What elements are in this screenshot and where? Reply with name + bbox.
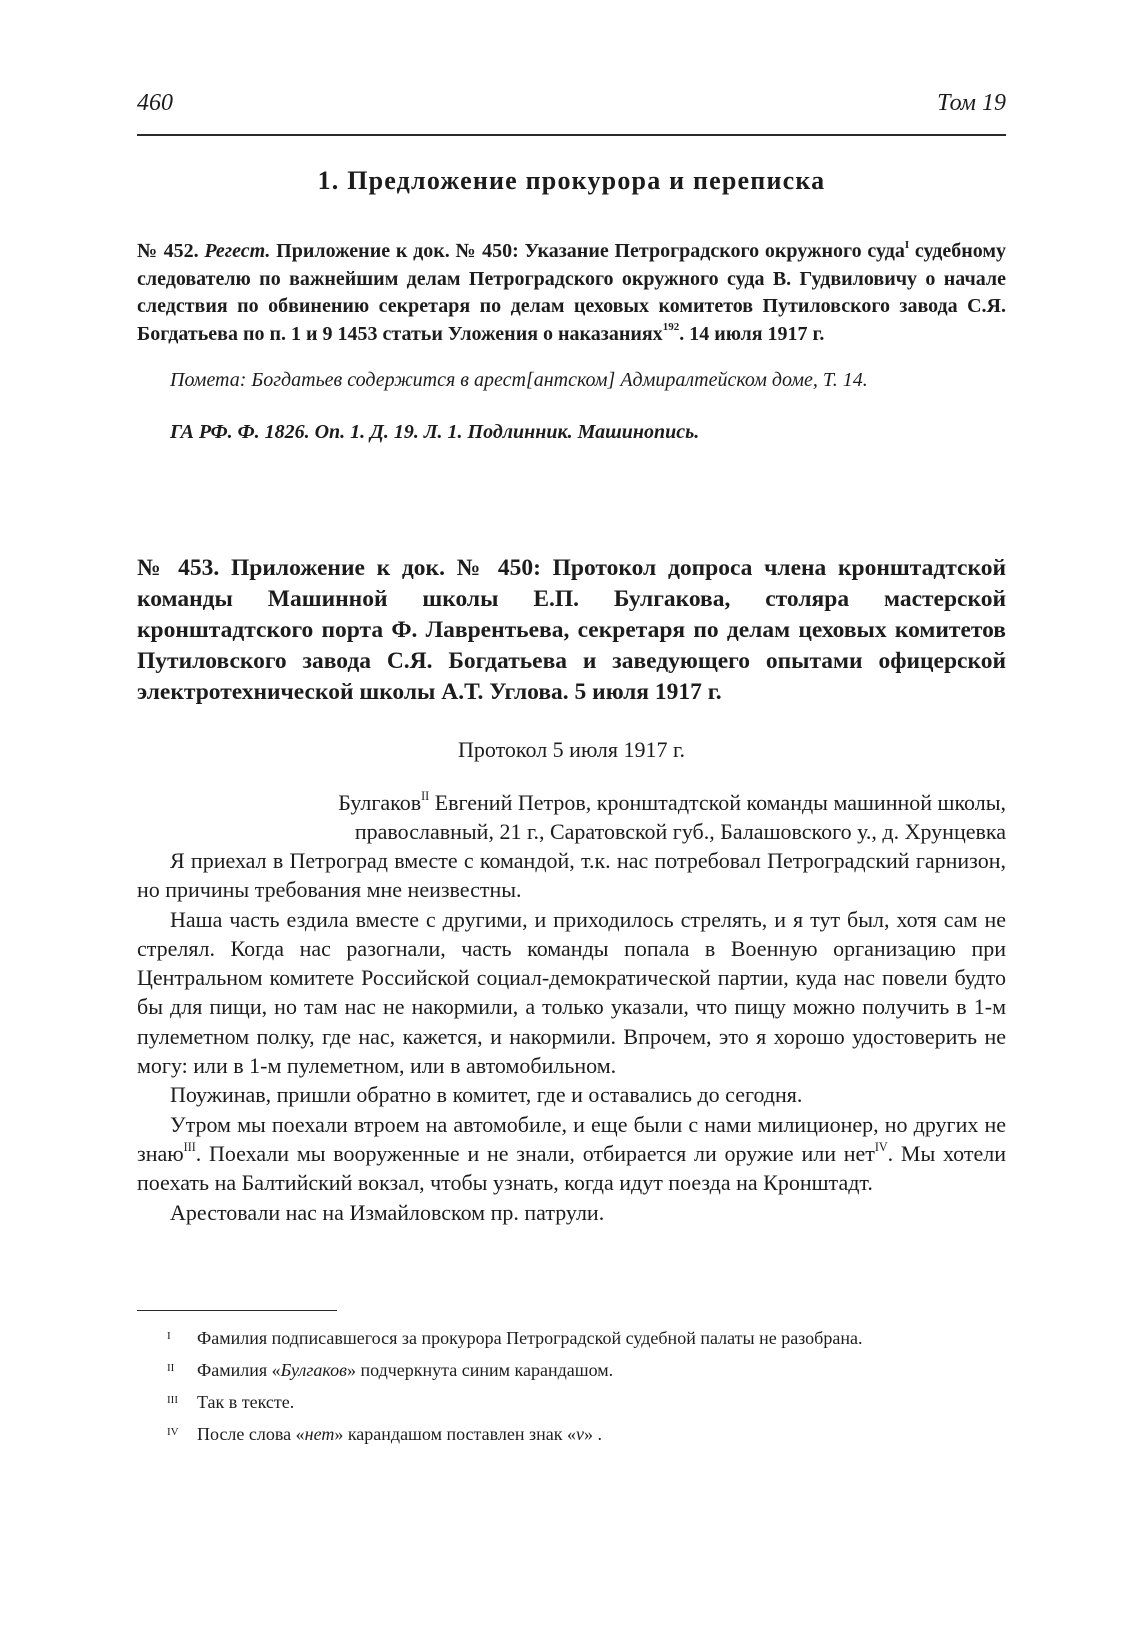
document-453-heading: № 453. Приложение к док. № 450: Протокол допроса члена кронштадтской команды Машинной школы Е.П. Булгакова, столяра мастерской кронштадтского порта Ф. Лаврентьева, секретаря по делам цеховых комитетов Путиловского завода С.Я. Богдатьева и заведующего опытами офицерской электротехнической школы А.Т. Углова. 5 июля 1917 г. xyxy=(137,555,1006,705)
protocol-title: Протокол 5 июля 1917 г. xyxy=(458,737,685,762)
footnote-ref-III: III xyxy=(183,1139,196,1154)
footnote-divider xyxy=(137,1310,337,1311)
header-divider xyxy=(137,134,1006,136)
footnote-4 xyxy=(137,1422,1006,1454)
doc452-archive-reference: ГА РФ. Ф. 1826. Оп. 1. Д. 19. Л. 1. Подлинник. Машинопись. xyxy=(170,421,700,443)
person-info xyxy=(176,788,1006,846)
footnote-3 xyxy=(137,1390,1006,1422)
footnote-mark: III xyxy=(167,1394,178,1406)
footnote-mark: IV xyxy=(167,1426,179,1438)
footnotes xyxy=(137,1326,1006,1454)
paragraph-4-text-c: . Мы хотели поехать на Балтийский вокзал, чтобы узнать, когда идут поезда на Кронштадт. xyxy=(137,1140,1006,1196)
footnote-ref-192: 192 xyxy=(662,321,680,334)
person-line-1-rest: Евгений Петров, кронштадтской команды машинной школы, xyxy=(429,790,1006,815)
paragraph-1: Я приехал в Петроград вместе с командой, т.к. нас потребовал Петроградский гарнизон, но причины требования мне неизвестны. xyxy=(137,848,1006,903)
footnote-ref-II: II xyxy=(421,788,430,803)
volume-label: Том 19 xyxy=(937,90,1006,116)
paragraph-4-text-a: Утром мы поехали втроем на автомобиле, и еще были с нами милиционер, но других не знаю xyxy=(137,1111,1006,1166)
footnote-text: Фамилия «Булгаков» подчеркнута синим карандашом. xyxy=(197,1360,614,1380)
footnote-mark: I xyxy=(167,1330,171,1342)
paragraph-5: Арестовали нас на Измайловском пр. патрули. xyxy=(170,1199,605,1225)
page-number: 460 xyxy=(137,90,173,116)
footnote-text: После слова «нет» карандашом поставлен знак «v» . xyxy=(197,1424,602,1444)
footnote-ref-I: I xyxy=(904,238,910,251)
footnote-ref-IV: IV xyxy=(874,1139,888,1154)
protocol-body xyxy=(137,846,1006,1227)
doc452-text-a: Приложение к док. № 450: Указание Петроградского окружного суда xyxy=(276,240,905,262)
doc452-kind: Регест. xyxy=(204,240,271,262)
footnote-2 xyxy=(137,1358,1006,1390)
section-title: 1. Предложение прокурора и переписка xyxy=(317,166,826,195)
footnote-text: Так в тексте. xyxy=(197,1392,295,1412)
document-452-heading xyxy=(137,238,1006,348)
person-line-1 xyxy=(176,788,1006,817)
footnote-mark: II xyxy=(167,1362,175,1374)
footnote-text: Фамилия подписавшегося за прокурора Петроградской судебной палаты не разобрана. xyxy=(197,1328,863,1348)
doc452-text-c: . 14 июля 1917 г. xyxy=(679,322,825,345)
paragraph-4-text-b: . Поехали мы вооруженные и не знали, отбирается ли оружие или нет xyxy=(195,1140,875,1166)
doc452-number: № 452. xyxy=(137,240,199,262)
person-name: Булгаков xyxy=(338,790,422,815)
person-line-2: православный, 21 г., Саратовской губ., Балашовского у., д. Хрунцевка xyxy=(354,819,1006,844)
paragraph-3: Поужинав, пришли обратно в комитет, где и оставались до сегодня. xyxy=(170,1082,803,1108)
footnote-1 xyxy=(137,1326,1006,1358)
paragraph-2: Наша часть ездила вместе с другими, и приходилось стрелять, и я тут был, хотя сам не стрелял. Когда нас разогнали, часть команды попала в Военную организацию при Центральном комитете Российской социал-демократической партии, куда нас повели будто бы для пищи, но там нас не накормили, а только указали, что пищу можно получить в 1-м пулеметном полку, где нас, кажется, и накормили. Впрочем, это я хорошо удостоверить не могу: или в 1-м пулеметном, или в автомобильном. xyxy=(137,906,1006,1079)
paragraph-4 xyxy=(137,1110,1006,1198)
doc452-text-b: судебному следователю по важнейшим делам Петроградского окружного суда В. Гудвиловичу о начале следствия по обвинению секретаря по делам цеховых комитетов Путиловского завода С.Я. Богдатьева по п. 1 и 9 1453 статьи Уложения о наказаниях xyxy=(137,240,1006,345)
doc452-note: Помета: Богдатьев содержится в арест[антском] Адмиралтейском доме, Т. 14. xyxy=(170,369,868,391)
